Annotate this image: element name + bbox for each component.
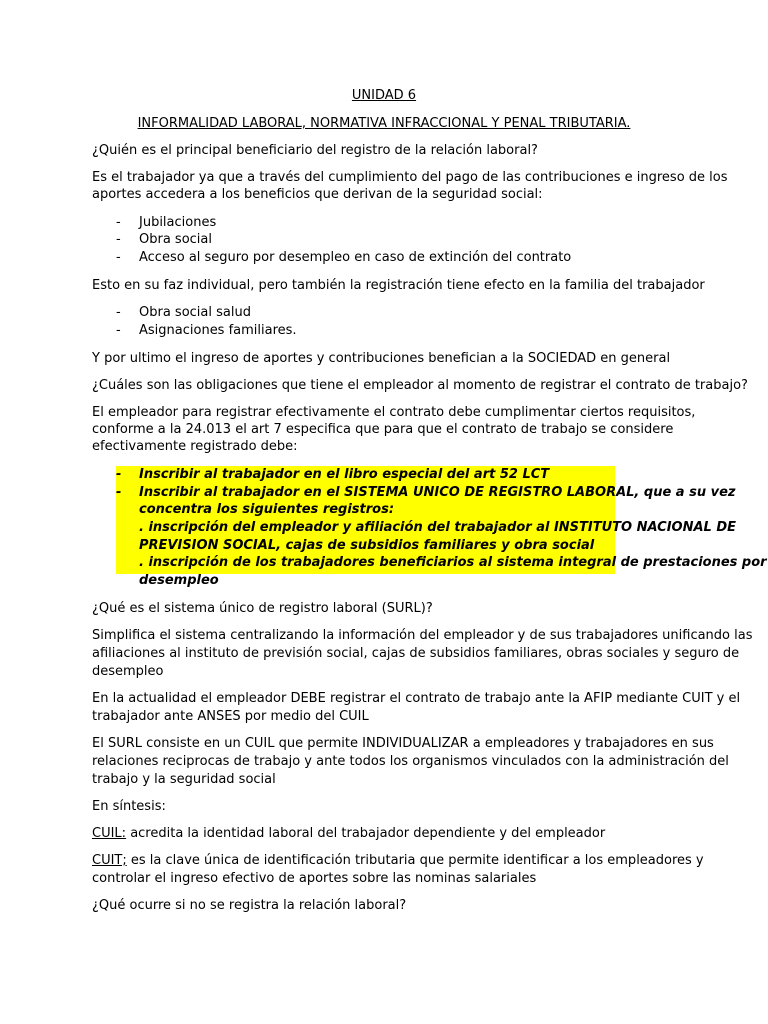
list-item: Asignaciones familiares. [139, 323, 297, 338]
paragraph-5-line-1: Simplifica el sistema centralizando la información del empleador y de sus trabajadores unificando las [92, 628, 753, 643]
cuit-definition-line-1 [92, 852, 704, 869]
paragraph-5-line-2: afiliaciones al instituto de previsión social, cajas de subsidios familiares, obras sociales y seguro de [92, 646, 740, 661]
paragraph-4-line-1: El empleador para registrar efectivamente el contrato debe cumplimentar ciertos requisitos, [92, 405, 696, 420]
highlighted-list-item: Inscribir al trabajador en el libro especial del art 52 LCT [139, 467, 550, 482]
document-title: UNIDAD 6 [351, 88, 417, 103]
paragraph-5-line-3: desempleo [92, 664, 164, 679]
document-subtitle: INFORMALIDAD LABORAL, NORMATIVA INFRACCIONAL Y PENAL TRIBUTARIA. [137, 116, 631, 131]
bullet-dash: - [116, 215, 121, 230]
paragraph-1-line-1: Es el trabajador ya que a través del cumplimiento del pago de las contribuciones e ingreso de los [92, 170, 728, 185]
paragraph-6-line-2: trabajador ante ANSES por medio del CUIL [92, 709, 369, 724]
question-3: ¿Qué es el sistema único de registro laboral (SURL)? [92, 601, 433, 616]
paragraph-6-line-1: En la actualidad el empleador DEBE registrar el contrato de trabajo ante la AFIP mediante CUIT y el [92, 691, 741, 706]
list-item: Jubilaciones [139, 215, 217, 230]
summary-heading: En síntesis: [92, 799, 166, 814]
bullet-dash: - [116, 485, 122, 500]
cuil-definition [92, 825, 605, 842]
paragraph-7-line-3: trabajo y la seguridad social [92, 772, 276, 787]
paragraph-1-line-2: aportes accedera a los beneficios que derivan de la seguridad social: [92, 187, 543, 202]
list-item: Obra social [139, 232, 212, 247]
list-item: Acceso al seguro por desempleo en caso de extinción del contrato [139, 250, 572, 265]
cuit-definition-line-2: controlar el ingreso efectivo de aportes sobre las nominas salariales [92, 871, 537, 886]
bullet-dash: - [116, 232, 121, 247]
bullet-dash: - [116, 467, 122, 482]
cuit-definition-text: es la clave única de identificación tributaria que permite identificar a los empleadores y [126, 853, 704, 868]
cuil-definition-text: acredita la identidad laboral del trabajador dependiente y del empleador [126, 826, 606, 841]
bullet-dash: - [116, 323, 121, 338]
paragraph-7-line-2: relaciones reciprocas de trabajo y ante todos los organismos vinculados con la administración del [92, 754, 729, 769]
bullet-dash: - [116, 305, 121, 320]
paragraph-4-line-3: efectivamente registrado debe: [92, 439, 298, 454]
question-4: ¿Qué ocurre si no se registra la relación laboral? [92, 898, 407, 913]
highlighted-list-item: Inscribir al trabajador en el SISTEMA UNICO DE REGISTRO LABORAL, que a su vez [139, 485, 736, 500]
highlighted-list-item-continued: concentra los siguientes registros: [139, 502, 395, 517]
highlighted-sub-item-continued: PREVISION SOCIAL, cajas de subsidios familiares y obra social [139, 538, 595, 553]
paragraph-3: Y por ultimo el ingreso de aportes y contribuciones benefician a la SOCIEDAD en general [92, 351, 671, 366]
cuil-term: CUIL: [92, 826, 127, 841]
paragraph-2: Esto en su faz individual, pero también la registración tiene efecto en la familia del trabajador [92, 278, 705, 293]
bullet-dash: - [116, 250, 121, 265]
highlighted-sub-item: . inscripción de los trabajadores beneficiarios al sistema integral de prestaciones por [139, 555, 767, 570]
paragraph-4-line-2: conforme a la 24.013 el art 7 especifica que para que el contrato de trabajo se considere [92, 422, 674, 437]
highlighted-sub-item-continued: desempleo [139, 573, 219, 588]
question-1: ¿Quién es el principal beneficiario del registro de la relación laboral? [92, 143, 538, 158]
list-item: Obra social salud [139, 305, 251, 320]
question-2: ¿Cuáles son las obligaciones que tiene el empleador al momento de registrar el contrato de trabajo? [92, 378, 748, 393]
highlighted-sub-item: . inscripción del empleador y afiliación del trabajador al INSTITUTO NACIONAL DE [139, 520, 737, 535]
cuit-term: CUIT; [92, 853, 127, 868]
paragraph-7-line-1: El SURL consiste en un CUIL que permite INDIVIDUALIZAR a empleadores y trabajadores en sus [92, 736, 714, 751]
